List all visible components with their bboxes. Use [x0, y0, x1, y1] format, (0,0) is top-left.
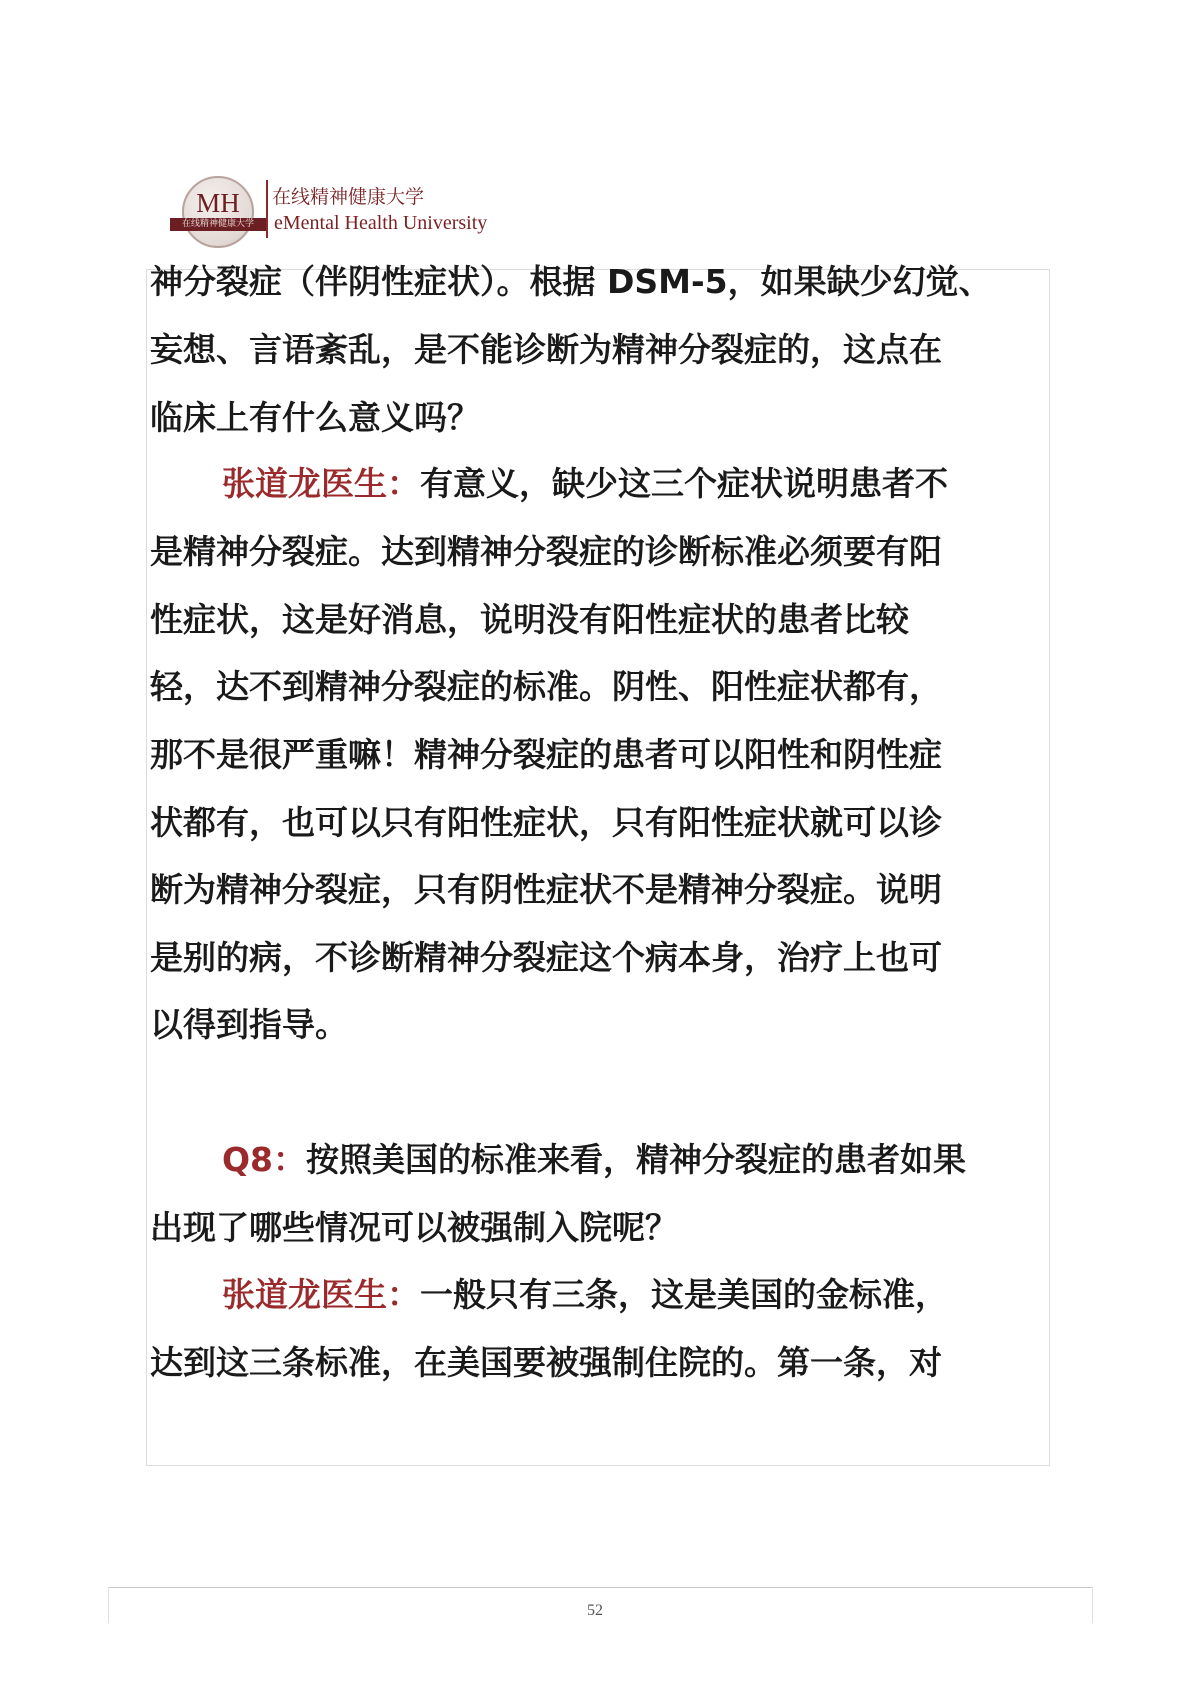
text-line: 性症状，这是好消息，说明没有阳性症状的患者比较	[150, 600, 909, 639]
text-line: 是精神分裂症。达到精神分裂症的诊断标准必须要有阳	[150, 532, 942, 571]
answer-text: 有意义，缺少这三个症状说明患者不	[420, 464, 948, 503]
text-line: 以得到指导。	[150, 1005, 348, 1044]
speaker-label: 张道龙医生：	[222, 1275, 420, 1314]
page-number: 52	[587, 1602, 603, 1619]
logo-divider	[266, 180, 268, 238]
logo-band-text: 在线精神健康大学	[170, 218, 266, 231]
answer-text: 一般只有三条，这是美国的金标准，	[420, 1275, 948, 1314]
question-label: Q8：	[222, 1140, 307, 1179]
text-line: 状都有，也可以只有阳性症状，只有阳性症状就可以诊	[150, 803, 942, 842]
text-line: 轻，达不到精神分裂症的标准。阴性、阳性症状都有，	[150, 667, 942, 706]
answer-line	[222, 1275, 948, 1315]
text-line: 临床上有什么意义吗？	[150, 398, 480, 437]
university-logo	[168, 176, 588, 256]
text-line: 是别的病，不诊断精神分裂症这个病本身，治疗上也可	[150, 938, 942, 977]
text-line: 断为精神分裂症，只有阴性症状不是精神分裂症。说明	[150, 870, 942, 909]
text-line: 出现了哪些情况可以被强制入院呢？	[150, 1208, 678, 1247]
question-line	[222, 1140, 966, 1180]
footer-rule	[108, 1587, 1093, 1588]
university-name-cn: 在线精神健康大学	[272, 186, 425, 208]
text-line: 神分裂症（伴阴性症状）。根据 DSM-5，如果缺少幻觉、	[150, 262, 992, 301]
logo-mark: MH	[196, 188, 240, 218]
text-line: 妄想、言语紊乱，是不能诊断为精神分裂症的，这点在	[150, 330, 942, 369]
university-name-en: eMental Health University	[274, 212, 488, 234]
speaker-label: 张道龙医生：	[222, 464, 420, 503]
answer-line	[222, 464, 948, 504]
text-line: 那不是很严重嘛！精神分裂症的患者可以阳性和阴性症	[150, 735, 942, 774]
text-line: 达到这三条标准，在美国要被强制住院的。第一条，对	[150, 1343, 942, 1382]
seal-emblem-icon	[182, 176, 254, 248]
question-text: 按照美国的标准来看，精神分裂症的患者如果	[306, 1140, 967, 1179]
